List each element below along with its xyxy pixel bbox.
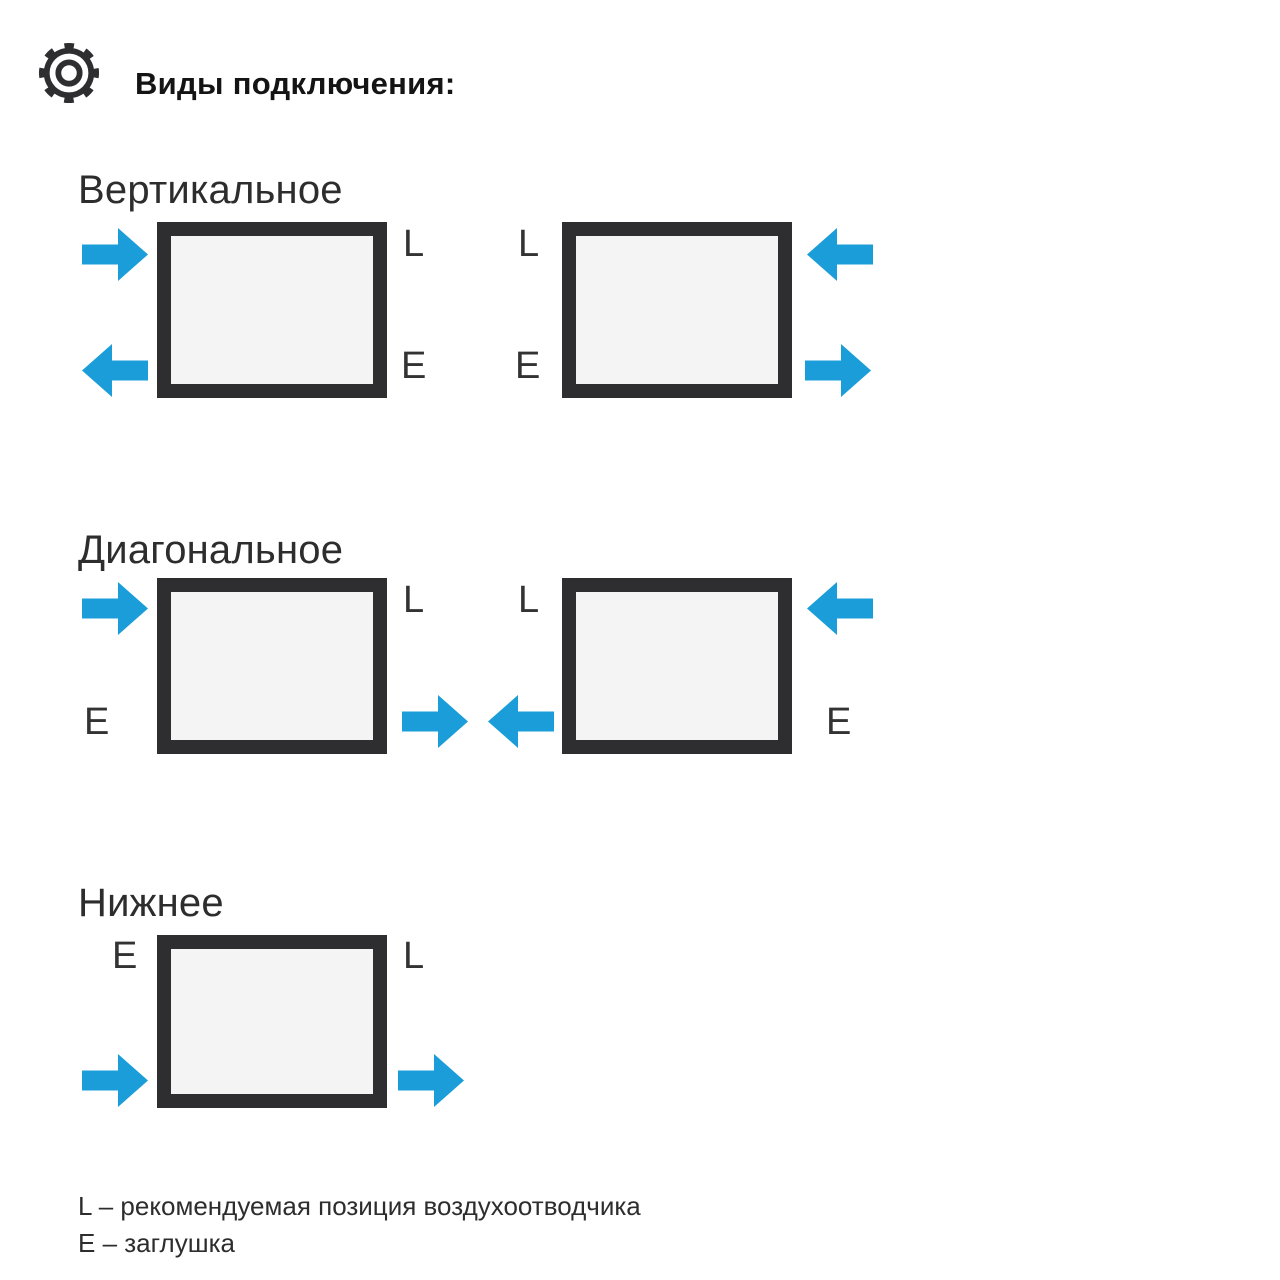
port-label-e: E: [515, 345, 541, 387]
flow-arrow-right-icon: [805, 344, 871, 397]
flow-arrow-left-icon: [488, 695, 554, 748]
legend-line-e: E – заглушка: [78, 1228, 235, 1258]
flow-arrow-right-icon: [82, 1054, 148, 1107]
radiator-frame: [562, 578, 792, 754]
port-label-e: E: [84, 701, 110, 743]
page-title: Виды подключения:: [135, 66, 456, 101]
section-title-bottom: Нижнее: [78, 881, 224, 925]
legend-line-l: L – рекомендуемая позиция воздухоотводчика: [78, 1191, 641, 1221]
section-title-diagonal: Диагональное: [78, 528, 344, 572]
radiator-frame: [562, 222, 792, 398]
legend: [78, 1188, 641, 1262]
flow-arrow-right-icon: [82, 582, 148, 635]
radiator-frame: [157, 578, 387, 754]
port-label-e: E: [826, 701, 852, 743]
radiator-frame: [157, 935, 387, 1108]
port-label-l: L: [403, 579, 425, 621]
flow-arrow-right-icon: [402, 695, 468, 748]
flow-arrow-right-icon: [82, 228, 148, 281]
port-label-e: E: [112, 935, 138, 977]
flow-arrow-left-icon: [82, 344, 148, 397]
port-label-l: L: [518, 579, 540, 621]
radiator-frame: [157, 222, 387, 398]
port-label-l: L: [518, 223, 540, 265]
section-title-vertical: Вертикальное: [78, 168, 343, 212]
port-label-l: L: [403, 935, 425, 977]
settings-gear-icon: [38, 42, 100, 104]
flow-arrow-right-icon: [398, 1054, 464, 1107]
flow-arrow-left-icon: [807, 228, 873, 281]
flow-arrow-left-icon: [807, 582, 873, 635]
port-label-l: L: [403, 223, 425, 265]
port-label-e: E: [401, 345, 427, 387]
